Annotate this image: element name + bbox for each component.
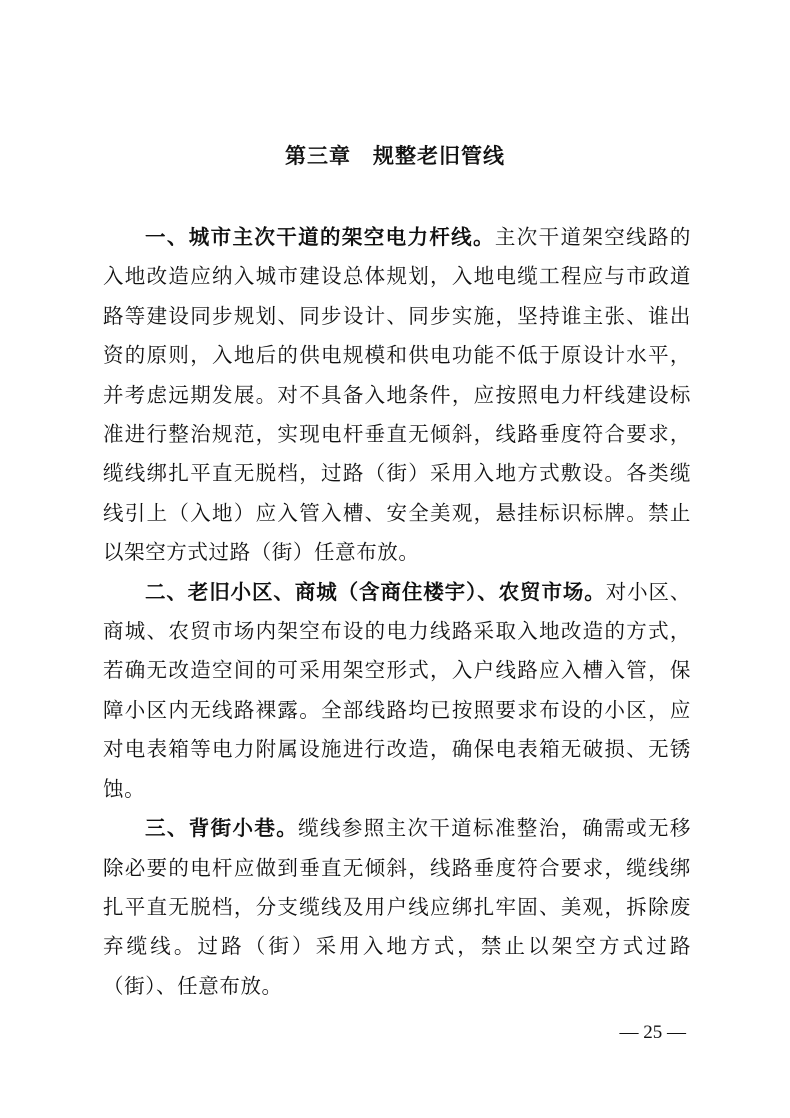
section-paragraph-2 <box>103 573 691 809</box>
chapter-title: 第三章 规整老旧管线 <box>285 144 505 168</box>
section-heading-2: 二、老旧小区、商城（含商住楼宇）、农贸市场。 <box>145 579 606 604</box>
body-text <box>103 218 691 1006</box>
section-heading-3: 三、背街小巷。 <box>145 816 299 841</box>
section-paragraph-3 <box>103 809 691 1006</box>
section-text-3: 缆线参照主次干道标准整治，确需或无移除必要的电杆应做到垂直无倾斜，线路垂度符合要求，缆线绑扎平直无脱档，分支缆线及用户线应绑扎牢固、美观，拆除废弃缆线。过路（街）采用入地方式，禁止以架空方式过路（街）、任意布放。 <box>103 816 691 998</box>
section-text-2: 对小区、商城、农贸市场内架空布设的电力线路采取入地改造的方式，若确无改造空间的可采用架空形式，入户线路应入槽入管，保障小区内无线路裸露。全部线路均已按照要求布设的小区，应对电表箱等电力附属设施进行改造，确保电表箱无破损、无锈蚀。 <box>103 579 692 801</box>
section-paragraph-1 <box>103 218 691 573</box>
section-text-1: 主次干道架空线路的入地改造应纳入城市建设总体规划，入地电缆工程应与市政道路等建设同步规划、同步设计、同步实施，坚持谁主张、谁出资的原则，入地后的供电规模和供电功能不低于原设计水平，并考虑远期发展。对不具备入地条件，应按照电力杆线建设标准进行整治规范，实现电杆垂直无倾斜，线路垂度符合要求，缆线绑扎平直无脱档，过路（街）采用入地方式敷设。各类缆线引上（入地）应入管入槽、安全美观，悬挂标识标牌。禁止以架空方式过路（街）任意布放。 <box>103 225 691 565</box>
section-heading-1: 一、城市主次干道的架空电力杆线。 <box>145 225 495 249</box>
page-number: — 25 — <box>619 1022 686 1043</box>
